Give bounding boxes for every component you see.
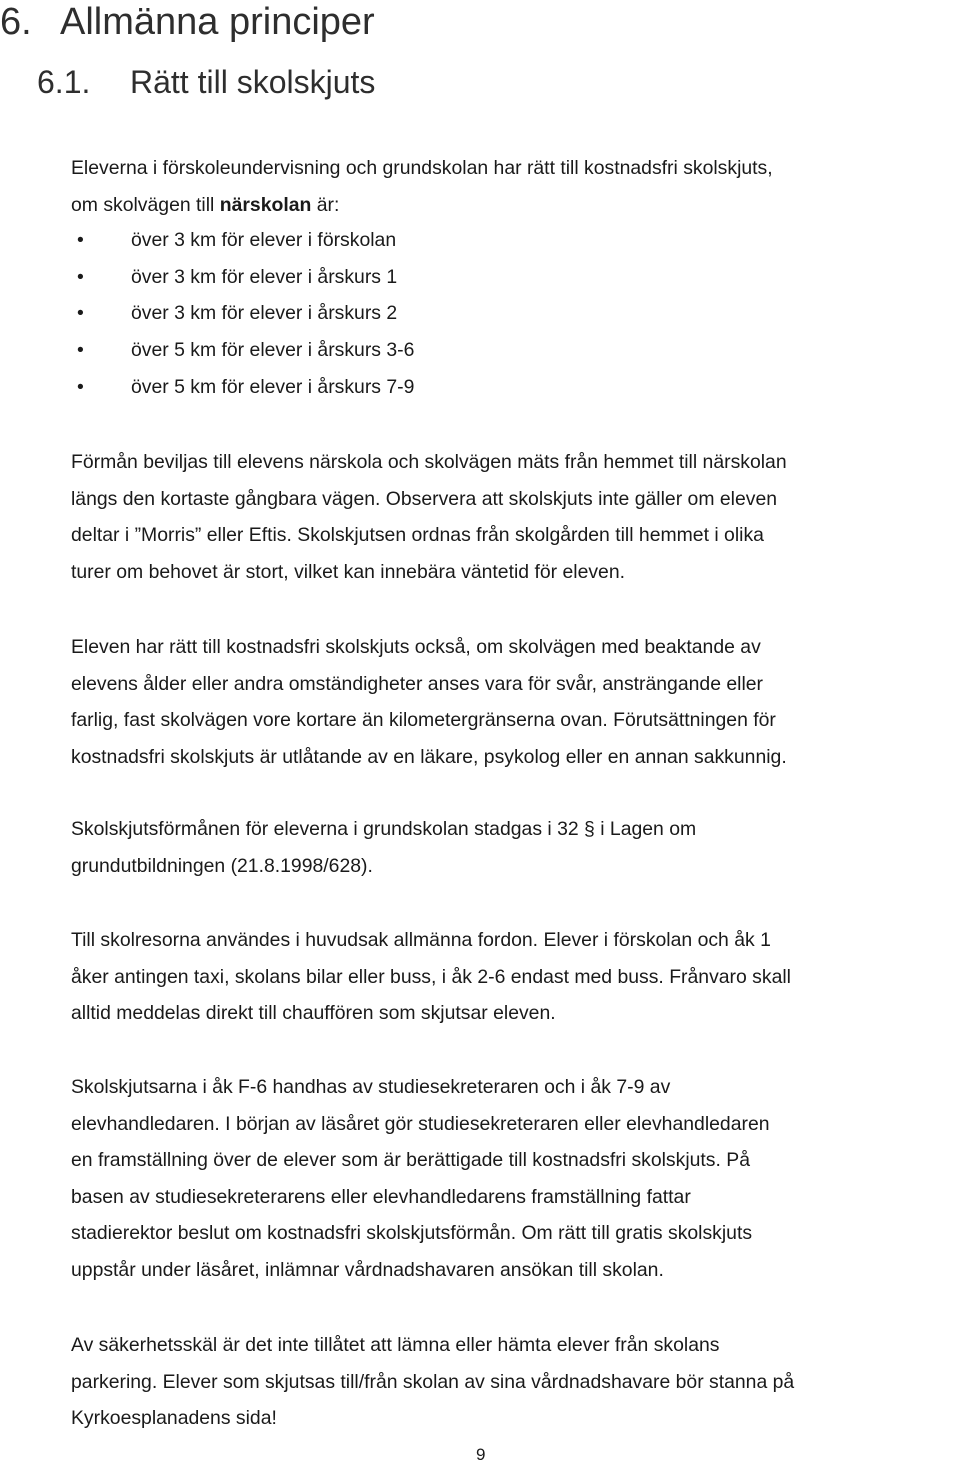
bullet-icon: • — [77, 229, 84, 251]
paragraph-line: Till skolresorna användes i huvudsak allmänna fordon. Elever i förskolan och åk 1 — [71, 929, 771, 951]
page-number: 9 — [476, 1445, 486, 1464]
bullet-icon: • — [77, 339, 84, 362]
chapter-heading — [0, 0, 375, 44]
paragraph-line: deltar i ”Morris” eller Eftis. Skolskjutsen ordnas från skolgården till hemmet i olika — [71, 524, 764, 546]
paragraph-line: en framställning över de elever som är berättigade till kostnadsfri skolskjuts. På — [71, 1149, 750, 1171]
paragraph-line: elevhandledaren. I början av läsåret gör studiesekreteraren eller elevhandledaren — [71, 1112, 770, 1135]
section-number: 6.1. — [37, 64, 91, 100]
paragraph-line: Skolskjutsförmånen för eleverna i grundskolan stadgas i 32 § i Lagen om — [71, 818, 697, 840]
paragraph-line: Skolskjutsarna i åk F-6 handhas av studiesekreteraren och i åk 7-9 av — [71, 1076, 671, 1098]
intro-line-2-start: om skolvägen till — [71, 193, 220, 216]
paragraph-line: stadierektor beslut om kostnadsfri skolskjutsförmån. Om rätt till gratis skolskjuts — [71, 1222, 753, 1244]
list-item-text: över 5 km för elever i årskurs 7-9 — [131, 375, 415, 398]
paragraph-line: Eleven har rätt till kostnadsfri skolskjuts också, om skolvägen med beaktande av — [71, 636, 761, 658]
paragraph-line: längs den kortaste gångbara vägen. Observera att skolskjuts inte gäller om eleven — [71, 487, 778, 510]
list-item-text: över 5 km för elever i årskurs 3-6 — [131, 339, 415, 362]
paragraph-line: basen av studiesekreterarens eller elevhandledarens framställning fattar — [71, 1185, 691, 1208]
paragraph-vehicles — [71, 922, 956, 1032]
paragraph-line: åker antingen taxi, skolans bilar eller buss, i åk 2-6 endast med buss. Frånvaro skall — [71, 965, 791, 988]
intro-emphasis: närskolan — [219, 193, 312, 216]
list-item-text: över 3 km för elever i årskurs 1 — [131, 265, 398, 288]
paragraph-special-right — [71, 629, 956, 775]
intro-paragraph — [71, 150, 956, 223]
chapter-title: Allmänna principer — [60, 1, 375, 43]
paragraph-benefit-rules — [71, 444, 956, 590]
paragraph-line: turer om behovet är stort, vilket kan innebära väntetid för eleven. — [71, 560, 626, 583]
paragraph-line: Av säkerhetsskäl är det inte tillåtet att lämna eller hämta elever från skolans — [71, 1334, 720, 1356]
paragraph-line: kostnadsfri skolskjuts är utlåtande av en läkare, psykolog eller en annan sakkunnig. — [71, 745, 787, 768]
bullet-icon: • — [77, 375, 84, 398]
paragraph-line: uppstår under läsåret, inlämnar vårdnadshavaren ansökan till skolan. — [71, 1258, 664, 1281]
paragraph-administration — [71, 1069, 956, 1288]
paragraph-line: Kyrkoesplanadens sida! — [71, 1407, 277, 1429]
intro-line-1: Eleverna i förskoleundervisning och grundskolan har rätt till kostnadsfri skolskjuts, — [71, 157, 773, 179]
paragraph-line: elevens ålder eller andra omständigheter anses vara för svår, ansträngande eller — [71, 672, 764, 695]
paragraph-line: parkering. Elever som skjutsas till/från skolan av sina vårdnadshavare bör stanna på — [71, 1370, 795, 1393]
paragraph-line: grundutbildningen (21.8.1998/628). — [71, 854, 373, 877]
intro-line-2-end: är: — [311, 193, 340, 216]
paragraph-legal-basis — [71, 811, 956, 884]
intro-line-2 — [71, 187, 956, 224]
paragraph-safety — [71, 1327, 956, 1437]
list-item-text: över 3 km för elever i årskurs 2 — [131, 302, 398, 325]
section-heading — [37, 62, 375, 102]
list-item-text: över 3 km för elever i förskolan — [131, 229, 397, 251]
paragraph-line: farlig, fast skolvägen vore kortare än kilometergränserna ovan. Förutsättningen för — [71, 709, 776, 731]
paragraph-line: alltid meddelas direkt till chauffören som skjutsar eleven. — [71, 1002, 556, 1024]
paragraph-line: Förmån beviljas till elevens närskola och skolvägen mäts från hemmet till närskolan — [71, 451, 787, 473]
bullet-icon: • — [77, 302, 84, 325]
bullet-icon: • — [77, 265, 84, 288]
section-title: Rätt till skolskjuts — [130, 64, 376, 100]
chapter-number: 6. — [0, 1, 32, 43]
